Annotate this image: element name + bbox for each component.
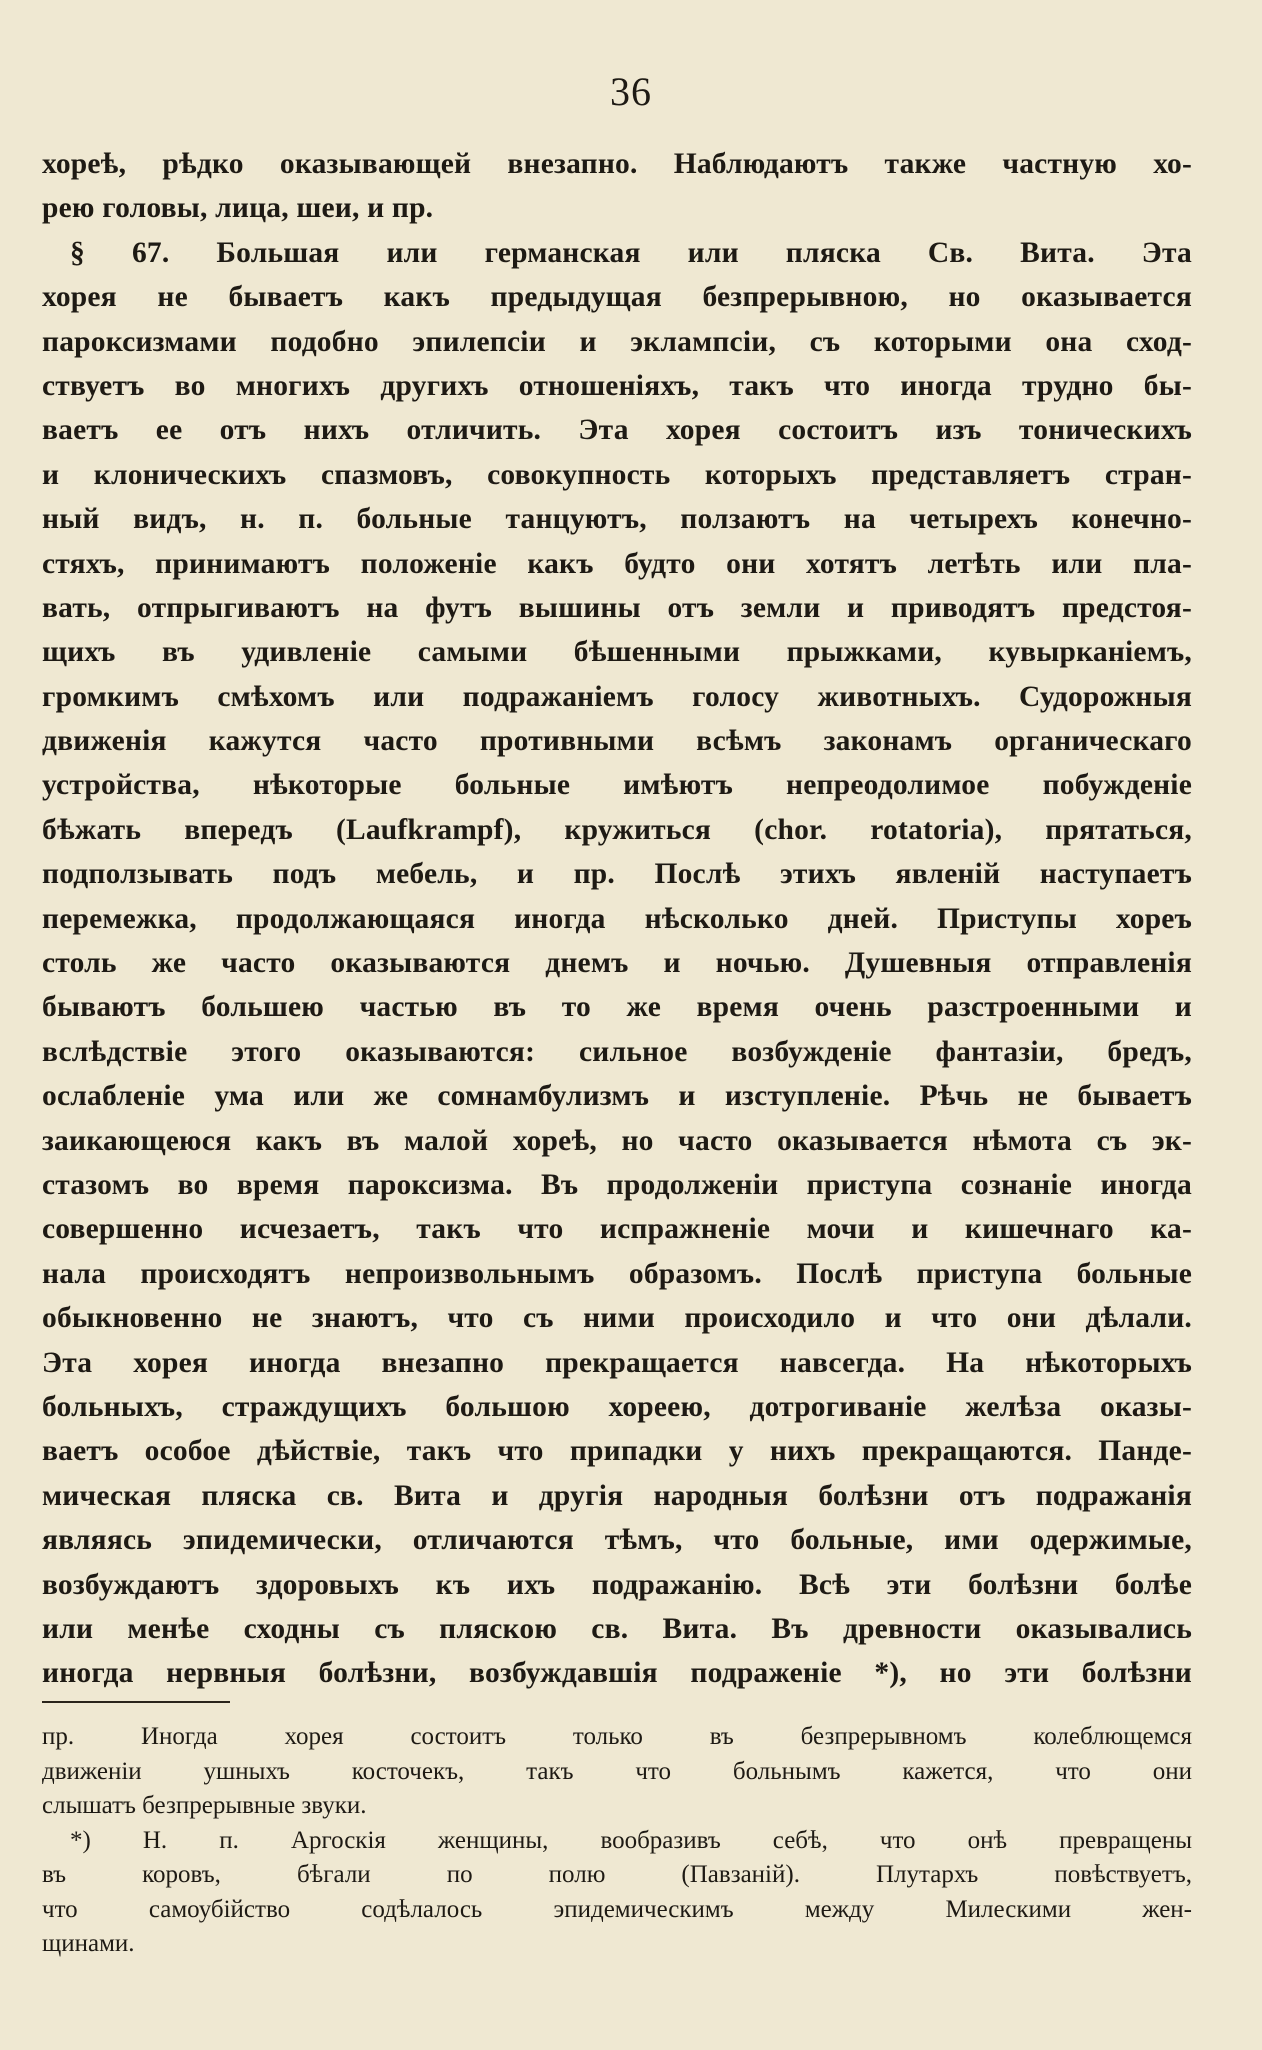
text-line: мическая пляска св. Вита и другія народныя болѣзни отъ подражанія	[42, 1479, 1192, 1512]
text-line: хореѣ, рѣдко оказывающей внезапно. Наблюдаютъ также частную хо-	[42, 148, 1192, 180]
text-line: ваетъ ее отъ нихъ отличить. Эта хорея состоитъ изъ тоническихъ	[42, 414, 1192, 447]
footnote-line: слышатъ безпрерывные звуки.	[42, 1792, 367, 1819]
text-line: бываютъ большею частью въ то же время очень разстроенными и	[42, 991, 1192, 1024]
text-line: подползывать подъ мебель, и пр. Послѣ этихъ явленій наступаетъ	[42, 858, 1192, 891]
footnote-line: пр. Иногда хорея состоитъ только въ безпрерывномъ колеблющемся	[42, 1723, 1192, 1750]
text-line: § 67. Большая или германская или пляска Св. Вита. Эта	[70, 236, 1192, 269]
text-line: движенія кажутся часто противными всѣмъ законамъ органическаго	[42, 725, 1192, 758]
text-line: являясь эпидемически, отличаются тѣмъ, что больные, ими одержимые,	[42, 1524, 1192, 1557]
text-line: обыкновенно не знаютъ, что съ ними происходило и что они дѣлали.	[42, 1302, 1192, 1335]
footnote-divider	[42, 1701, 230, 1703]
footnote-line: щинами.	[42, 1930, 135, 1957]
footnote-line: *) Н. п. Аргоскія женщины, вообразивъ себѣ, что онѣ превращены	[70, 1826, 1192, 1854]
footnote-line: въ коровъ, бѣгали по полю (Павзаній). Плутархъ повѣствуетъ,	[42, 1861, 1192, 1888]
text-line: ваетъ особое дѣйствіе, такъ что припадки у нихъ прекращаются. Панде-	[42, 1435, 1192, 1468]
text-line: ный видъ, н. п. больные танцуютъ, ползаютъ на четырехъ конечно-	[42, 503, 1192, 536]
main-text	[42, 142, 1192, 1696]
text-line: заикающеюся какъ въ малой хореѣ, но часто оказывается нѣмота съ эк-	[42, 1124, 1192, 1157]
text-line: устройства, нѣкоторые больные имѣютъ непреодолимое побужденіе	[42, 769, 1192, 802]
text-line: стяхъ, принимаютъ положеніе какъ будто они хотятъ летѣть или пла-	[42, 547, 1192, 580]
page-number: 36	[610, 69, 652, 114]
text-line: громкимъ смѣхомъ или подражаніемъ голосу животныхъ. Судорожныя	[42, 680, 1192, 713]
text-line: хорея не бываетъ какъ предыдущая безпрерывною, но оказывается	[42, 281, 1192, 314]
text-line: щихъ въ удивленіе самыми бѣшенными прыжками, кувырканіемъ,	[42, 636, 1192, 669]
text-line: Эта хорея иногда внезапно прекращается навсегда. На нѣкоторыхъ	[42, 1346, 1192, 1379]
text-line: иногда нервныя болѣзни, возбуждавшія подраженіе *), но эти болѣзни	[42, 1657, 1192, 1690]
text-line: вслѣдствіе этого оказываются: сильное возбужденіе фантазіи, бредъ,	[42, 1035, 1192, 1068]
text-line: больныхъ, страждущихъ большою хореею, дотрогиваніе желѣза оказы-	[42, 1390, 1192, 1423]
text-line: совершенно исчезаетъ, такъ что испражненіе мочи и кишечнаго ка-	[42, 1213, 1192, 1246]
text-line: пароксизмами подобно эпилепсіи и эклампсіи, съ которыми она сход-	[42, 325, 1192, 358]
text-line: рею головы, лица, шеи, и пр.	[42, 192, 434, 225]
text-line: ослабленіе ума или же сомнамбулизмъ и изступленіе. Рѣчь не бываетъ	[42, 1080, 1192, 1113]
text-line: возбуждаютъ здоровыхъ къ ихъ подражанію. Всѣ эти болѣзни болѣе	[42, 1568, 1192, 1601]
text-line: или менѣе сходны съ пляскою св. Вита. Въ древности оказывались	[42, 1612, 1192, 1645]
text-line: бѣжать впередъ (Laufkrampf), кружиться (chor. rotatoria), прятаться,	[42, 813, 1192, 846]
text-line: ствуетъ во многихъ другихъ отношеніяхъ, такъ что иногда трудно бы-	[42, 369, 1192, 402]
footnote-line: движеніи ушныхъ косточекъ, такъ что больнымъ кажется, что они	[42, 1757, 1192, 1785]
text-line: вать, отпрыгиваютъ на футъ вышины отъ земли и приводятъ предстоя-	[42, 591, 1192, 624]
footnote-line: что самоубійство содѣлалось эпидемическимъ между Милескими жен-	[42, 1895, 1192, 1923]
text-line: перемежка, продолжающаяся иногда нѣсколько дней. Приступы хореъ	[42, 902, 1192, 935]
text-line: нала происходятъ непроизвольнымъ образомъ. Послѣ приступа больные	[42, 1257, 1192, 1290]
text-line: столь же часто оказываются днемъ и ночью. Душевныя отправленія	[42, 947, 1192, 980]
text-line: и клоническихъ спазмовъ, совокупность которыхъ представляетъ стран-	[42, 458, 1192, 491]
footnotes	[42, 1720, 1192, 1962]
text-line: стазомъ во время пароксизма. Въ продолженіи приступа сознаніе иногда	[42, 1168, 1192, 1201]
